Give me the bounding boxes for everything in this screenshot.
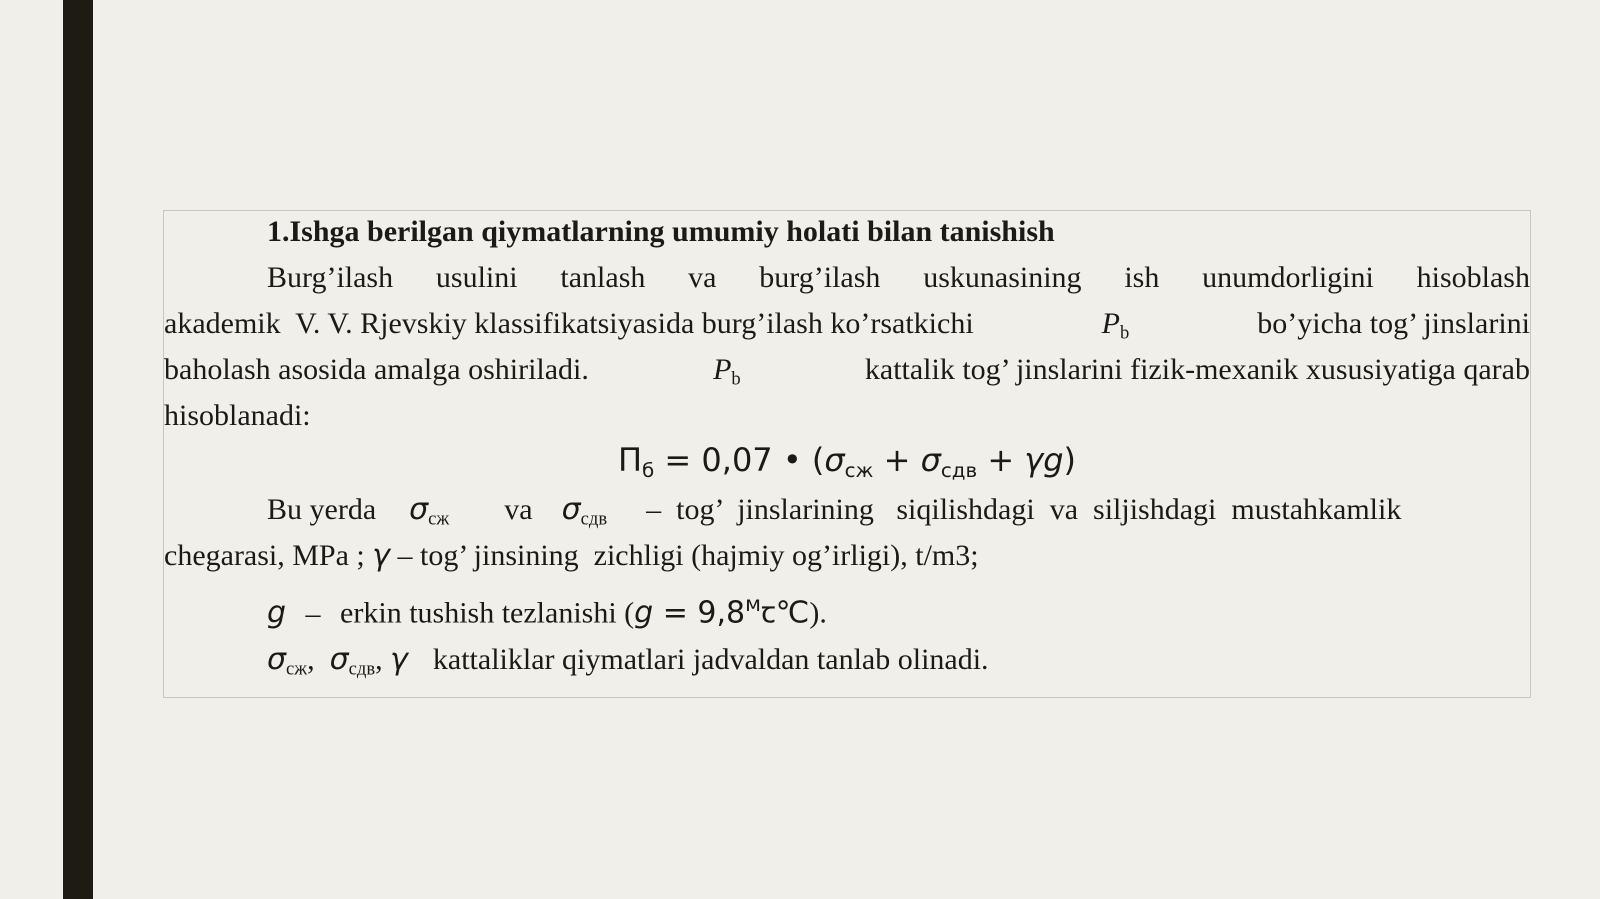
word: burg’ilash bbox=[759, 261, 881, 294]
paragraph-1-line-2 bbox=[164, 301, 1530, 347]
slide-accent-bar bbox=[63, 0, 93, 899]
line-text: bo’yicha tog’ jinslarini bbox=[1257, 307, 1530, 340]
paragraph-2-line-2: chegarasi, MPa ; γ – tog’ jinsining zichligi (hajmiy og’irligi), t/m3; bbox=[164, 538, 979, 573]
paragraph-1-line-4: hisoblanadi: bbox=[164, 399, 311, 432]
values-source-line: $\sigma_{сж}$, $\sigma_{сдв}$, γ kattaliklar qiymatlari jadvaldan tanlab olinadi. bbox=[267, 642, 989, 680]
word: va bbox=[688, 261, 717, 294]
word: ish bbox=[1124, 261, 1160, 294]
paragraph-1-line-1 bbox=[267, 255, 1530, 301]
word: uskunasining bbox=[923, 261, 1082, 294]
pb-symbol: $P_b$ bbox=[1101, 307, 1130, 344]
pb-symbol: $P_b$ bbox=[713, 353, 741, 390]
gravity-line: g – erkin tushish tezlanishi $(g = 9,8^мꞇ℃)$. bbox=[267, 592, 827, 631]
paragraph-1-line-3 bbox=[164, 347, 1530, 393]
word: Burg’ilash bbox=[267, 261, 394, 294]
line-text: kattalik tog’ jinslarini fizik-mexanik xususiyatiga qarab bbox=[864, 353, 1530, 386]
word: hisoblash bbox=[1416, 261, 1530, 294]
line-text: akademik V. V. Rjevskiy klassifikatsiyasida burg’ilash ko’rsatkichi bbox=[164, 307, 974, 340]
word: tanlash bbox=[560, 261, 646, 294]
word: unumdorligini bbox=[1202, 261, 1374, 294]
word: usulini bbox=[435, 261, 518, 294]
text-box bbox=[163, 210, 1531, 698]
line-text: baholash asosida amalga oshiriladi. bbox=[164, 353, 589, 386]
drilling-index-formula: $П_б = 0,07$ • $(\sigma_{сж} + \sigma_{сдв} + \gamma g)$ bbox=[617, 441, 1077, 482]
paragraph-2-line-1: Bu yerda $\sigma_{сж}$ va $\sigma_{сдв}$ – tog’ jinslarining siqilishdagi va siljishdagi mustahkamlik bbox=[267, 492, 1402, 530]
section-heading: 1.Ishga berilgan qiymatlarning umumiy holati bilan tanishish bbox=[267, 215, 1055, 248]
